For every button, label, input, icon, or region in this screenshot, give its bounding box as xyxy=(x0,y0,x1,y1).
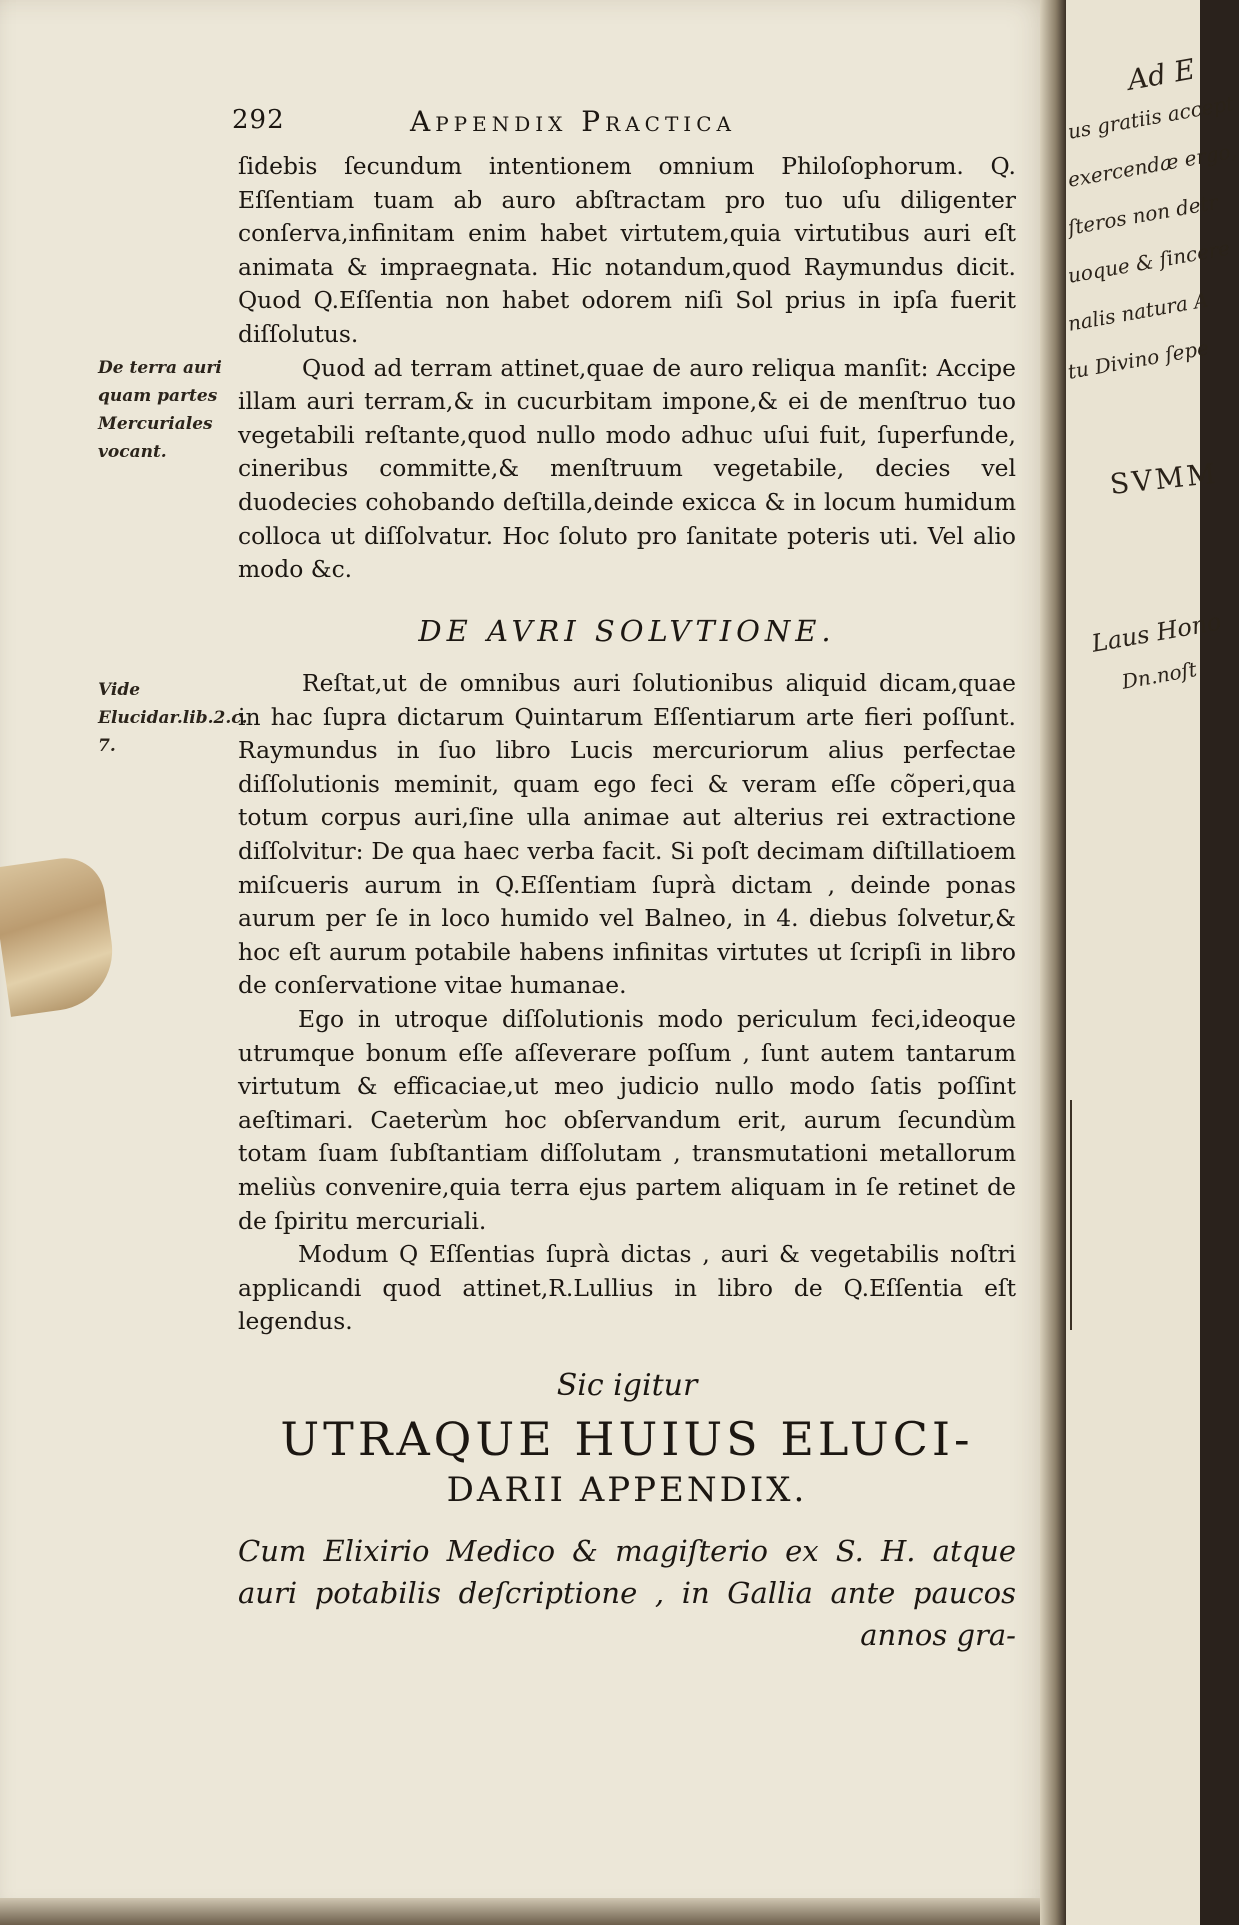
paragraph-1: ſidebis ſecundum intentionem omnium Philoſophorum. Q. Eſſentiam tuam ab auro abſtractam pro tuo uſu diligenter conſerva,infinitam enim habet virtutem,quia virtutibus auri eſt animata & impraegnata. Hic notandum,quod Raymundus dicit. Quod Q.Eſſentia non habet odorem niſi Sol prius in ipſa fuerit diſſolutus. xyxy=(238,152,1016,348)
text-block-solutio xyxy=(238,667,1016,1339)
page-bottom-edge xyxy=(0,1898,1062,1925)
facing-line: Dn.noſt xyxy=(1119,657,1199,694)
facing-line: nalis natura A xyxy=(1065,287,1211,336)
facing-line: Laus Hono xyxy=(1089,607,1224,658)
facing-border-rule xyxy=(1070,1100,1072,1330)
text-block-top xyxy=(238,150,1016,587)
brush-bristles xyxy=(0,853,120,1017)
facing-line: Ad E xyxy=(1125,52,1198,97)
page-header xyxy=(232,105,1022,149)
section-heading: DE AVRI SOLVTIONE. xyxy=(418,614,836,648)
facing-line: tu Divino ſepe xyxy=(1065,335,1211,384)
colophon-title-line2: DARII APPENDIX. xyxy=(446,1470,808,1510)
facing-page xyxy=(1065,0,1239,1925)
page-number: 292 xyxy=(232,105,285,135)
paragraph-4: Ego in utroque diſſolutionis modo periculum feci,ideoque utrumque bonum eſſe aſſeverare poſſum , ſunt autem tantarum virtutum & efficaciae,ut meo judicio nullo modo ſatis poſſint aeſtimari. Caeterùm hoc obſervandum erit, aurum ſecundùm totam ſuam ſubſtantiam diſſolutam , transmutationi metallorum meliùs convenire,quia terra ejus partem aliquam in ſe retinet de de ſpiritu mercuriali. xyxy=(238,1004,1016,1235)
running-head: Appendix Practica xyxy=(410,105,736,138)
paragraph-3: Reſtat,ut de omnibus auri ſolutionibus aliquid dicam,quae in hac ſupra dictarum Quintarum Eſſentiarum arte fieri poſſunt. Raymundus in ſuo libro Lucis mercuriorum alius perfectae diſſolutionis meminit, quam ego feci & veram eſſe cõperi,qua totum corpus auri,ſine ulla animae aut alterius rei extractione diſſolvitur: De qua haec verba facit. Si poſt decimam diſtillatioem miſcueris aurum in Q.Eſſentiam ſuprà dictam , deinde ponas aurum per ſe in loco humido vel Balneo, in 4. diebus ſolvetur,& hoc eſt aurum potabile habens infinitas virtutes ut ſcripſi in libro de conſervatione vitae humanae. xyxy=(238,669,1016,1000)
facing-line: us gratiis accept xyxy=(1065,90,1236,144)
facing-line: ſteros non detr xyxy=(1065,189,1220,240)
sic-igitur: Sic igitur xyxy=(556,1368,698,1403)
facing-line: uoque & ſincere xyxy=(1065,235,1232,288)
paragraph-5: Modum Q Eſſentias ſuprà dictas , auri & vegetabilis noſtri applicandi quod attinet,R.Lullius in libro de Q.Eſſentia eſt legendus. xyxy=(238,1240,1016,1336)
facing-line: exercendæ ergo, xyxy=(1065,138,1239,192)
facing-line: SVMM xyxy=(1108,456,1220,501)
margin-note-elucidar: Vide Elucidar.lib.2.c. 7. xyxy=(98,680,248,756)
margin-note-terra: De terra auri quam partes Mercuriales vocant. xyxy=(98,358,222,462)
book-gutter xyxy=(1040,0,1066,1925)
colophon-description: Cum Elixirio Medico & magiſterio ex S. H. atque auri potabilis deſcriptione , in Gallia ante paucos annos gra- xyxy=(238,1534,1016,1652)
colophon-title-line1: UTRAQUE HUIUS ELUCI- xyxy=(280,1412,974,1466)
paragraph-2: Quod ad terram attinet,quae de auro reliqua manſit: Accipe illam auri terram,& in cucurbitam impone,& ei de menſtruo tuo vegetabili reſtante,quod nullo modo adhuc uſui fuit, ſuperfunde, cineribus committe,& menſtruum vegetabile, decies vel duodecies cohobando deſtilla,deinde exicca & in locum humidum colloca ut diſſolvatur. Hoc ſoluto pro ſanitate poteris uti. Vel alio modo &c. xyxy=(238,353,1016,584)
